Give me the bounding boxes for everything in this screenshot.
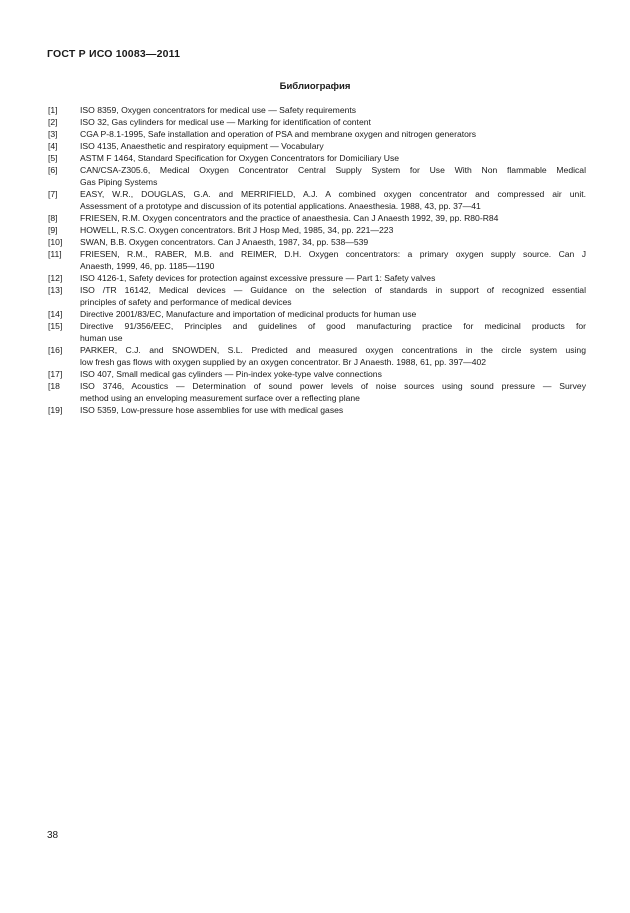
entry-line: CGA P-8.1-1995, Safe installation and operation of PSA and membrane oxygen and nitrogen generators xyxy=(80,129,477,139)
entry-line: FRIESEN, R.M. Oxygen concentrators and the practice of anaesthesia. Can J Anaesth 1992, 39, pp. R80-R84 xyxy=(80,213,499,223)
bibliography-entry xyxy=(48,164,586,188)
entry-text xyxy=(80,308,586,320)
entry-line: FRIESEN, R.M., RABER, M.B. and REIMER, D.H. Oxygen concentrators: a primary oxygen supply source. Can J xyxy=(80,249,586,259)
entry-text xyxy=(80,404,586,416)
bibliography-entry xyxy=(48,368,586,380)
bibliography-entry xyxy=(48,116,586,128)
entry-text xyxy=(80,140,586,152)
bibliography-entry xyxy=(48,404,586,416)
bibliography-entry xyxy=(48,188,586,212)
entry-number: [5] xyxy=(48,153,58,163)
bibliography-list xyxy=(48,104,586,416)
entry-text xyxy=(80,152,586,164)
entry-number: [10] xyxy=(48,237,63,247)
entry-text xyxy=(80,380,586,404)
entry-number: [3] xyxy=(48,129,58,139)
entry-number: [16] xyxy=(48,345,63,355)
entry-number: [4] xyxy=(48,141,58,151)
entry-line: principles of safety and performance of medical devices xyxy=(80,297,292,307)
entry-text xyxy=(80,104,586,116)
entry-text xyxy=(80,320,586,344)
bibliography-entry xyxy=(48,104,586,116)
entry-number: [11] xyxy=(48,249,62,259)
bibliography-entry xyxy=(48,308,586,320)
entry-text xyxy=(80,284,586,308)
entry-number: [14] xyxy=(48,309,63,319)
entry-text xyxy=(80,128,586,140)
entry-number: [8] xyxy=(48,213,58,223)
entry-line: human use xyxy=(80,333,123,343)
entry-number: [12] xyxy=(48,273,63,283)
entry-number: [7] xyxy=(48,189,58,199)
entry-line: method using an enveloping measurement surface over a reflecting plane xyxy=(80,393,360,403)
entry-line: ISO 32, Gas cylinders for medical use — Marking for identification of content xyxy=(80,117,371,127)
entry-line: ISO 4135, Anaesthetic and respiratory equipment — Vocabulary xyxy=(80,141,324,151)
entry-line: Anaesth, 1999, 46, pp. 1185—1190 xyxy=(80,261,215,271)
document-header: ГОСТ Р ИСО 10083—2011 xyxy=(47,48,181,60)
entry-number: [9] xyxy=(48,225,58,235)
entry-text xyxy=(80,272,586,284)
entry-line: ISO 4126-1, Safety devices for protection against excessive pressure — Part 1: Safety valves xyxy=(80,273,436,283)
bibliography-entry xyxy=(48,140,586,152)
bibliography-entry xyxy=(48,236,586,248)
bibliography-entry xyxy=(48,212,586,224)
entry-line: CAN/CSA-Z305.6, Medical Oxygen Concentrator Central Supply System for Use With Non flammable Medical xyxy=(80,165,586,175)
entry-text xyxy=(80,344,586,368)
entry-number: [15] xyxy=(48,321,63,331)
entry-line: ISO 5359, Low-pressure hose assemblies for use with medical gases xyxy=(80,405,344,415)
entry-line: SWAN, B.B. Oxygen concentrators. Can J Anaesth, 1987, 34, pp. 538—539 xyxy=(80,237,369,247)
entry-line: Directive 2001/83/EC, Manufacture and importation of medicinal products for human use xyxy=(80,309,417,319)
bibliography-title: Библиография xyxy=(279,81,351,92)
bibliography-entry xyxy=(48,224,586,236)
entry-text xyxy=(80,224,586,236)
entry-number: [1] xyxy=(48,105,58,115)
bibliography-entry xyxy=(48,248,586,272)
entry-line: ASTM F 1464, Standard Specification for Oxygen Concentrators for Domiciliary Use xyxy=(80,153,400,163)
entry-text xyxy=(80,248,586,272)
entry-text xyxy=(80,212,586,224)
entry-number: [17] xyxy=(48,369,63,379)
entry-line: Gas Piping Systems xyxy=(80,177,158,187)
entry-text xyxy=(80,368,586,380)
entry-text xyxy=(80,188,586,212)
entry-number: [6] xyxy=(48,165,58,175)
bibliography-entry xyxy=(48,128,586,140)
entry-line: Directive 91/356/EEC, Principles and guidelines of good manufacturing practice for medicinal products for xyxy=(80,321,586,331)
entry-line: ISO /TR 16142, Medical devices — Guidance on the selection of standards in support of recognized essential xyxy=(80,285,586,295)
page-number: 38 xyxy=(47,830,59,841)
entry-line: PARKER, C.J. and SNOWDEN, S.L. Predicted and measured oxygen concentrations in the circle system using xyxy=(80,345,586,355)
entry-number: [18 xyxy=(48,381,60,391)
entry-text xyxy=(80,236,586,248)
entry-line: ISO 8359, Oxygen concentrators for medical use — Safety requirements xyxy=(80,105,357,115)
entry-line: ISO 3746, Acoustics — Determination of sound power levels of noise sources using sound pressure — Survey xyxy=(80,381,586,391)
entry-line: EASY, W.R., DOUGLAS, G.A. and MERRIFIELD, A.J. A combined oxygen concentrator and compressed air unit. xyxy=(80,189,586,199)
bibliography-entry xyxy=(48,320,586,344)
bibliography-entry xyxy=(48,344,586,368)
entry-number: [2] xyxy=(48,117,58,127)
bibliography-entry xyxy=(48,380,586,404)
entry-text xyxy=(80,116,586,128)
bibliography-entry xyxy=(48,284,586,308)
entry-line: HOWELL, R.S.C. Oxygen concentrators. Brit J Hosp Med, 1985, 34, pp. 221—223 xyxy=(80,225,394,235)
entry-number: [13] xyxy=(48,285,63,295)
bibliography-entry xyxy=(48,152,586,164)
entry-text xyxy=(80,164,586,188)
bibliography-entry xyxy=(48,272,586,284)
entry-line: low fresh gas flows with oxygen supplied by an oxygen concentrator. Br J Anaesth. 1988, 61, pp. 397—402 xyxy=(80,357,487,367)
entry-line: Assessment of a prototype and discussion of its potential applications. Anaesthesia. 1988, 43, pp. 37—41 xyxy=(80,201,481,211)
entry-number: [19] xyxy=(48,405,63,415)
entry-line: ISO 407, Small medical gas cylinders — Pin-index yoke-type valve connections xyxy=(80,369,382,379)
